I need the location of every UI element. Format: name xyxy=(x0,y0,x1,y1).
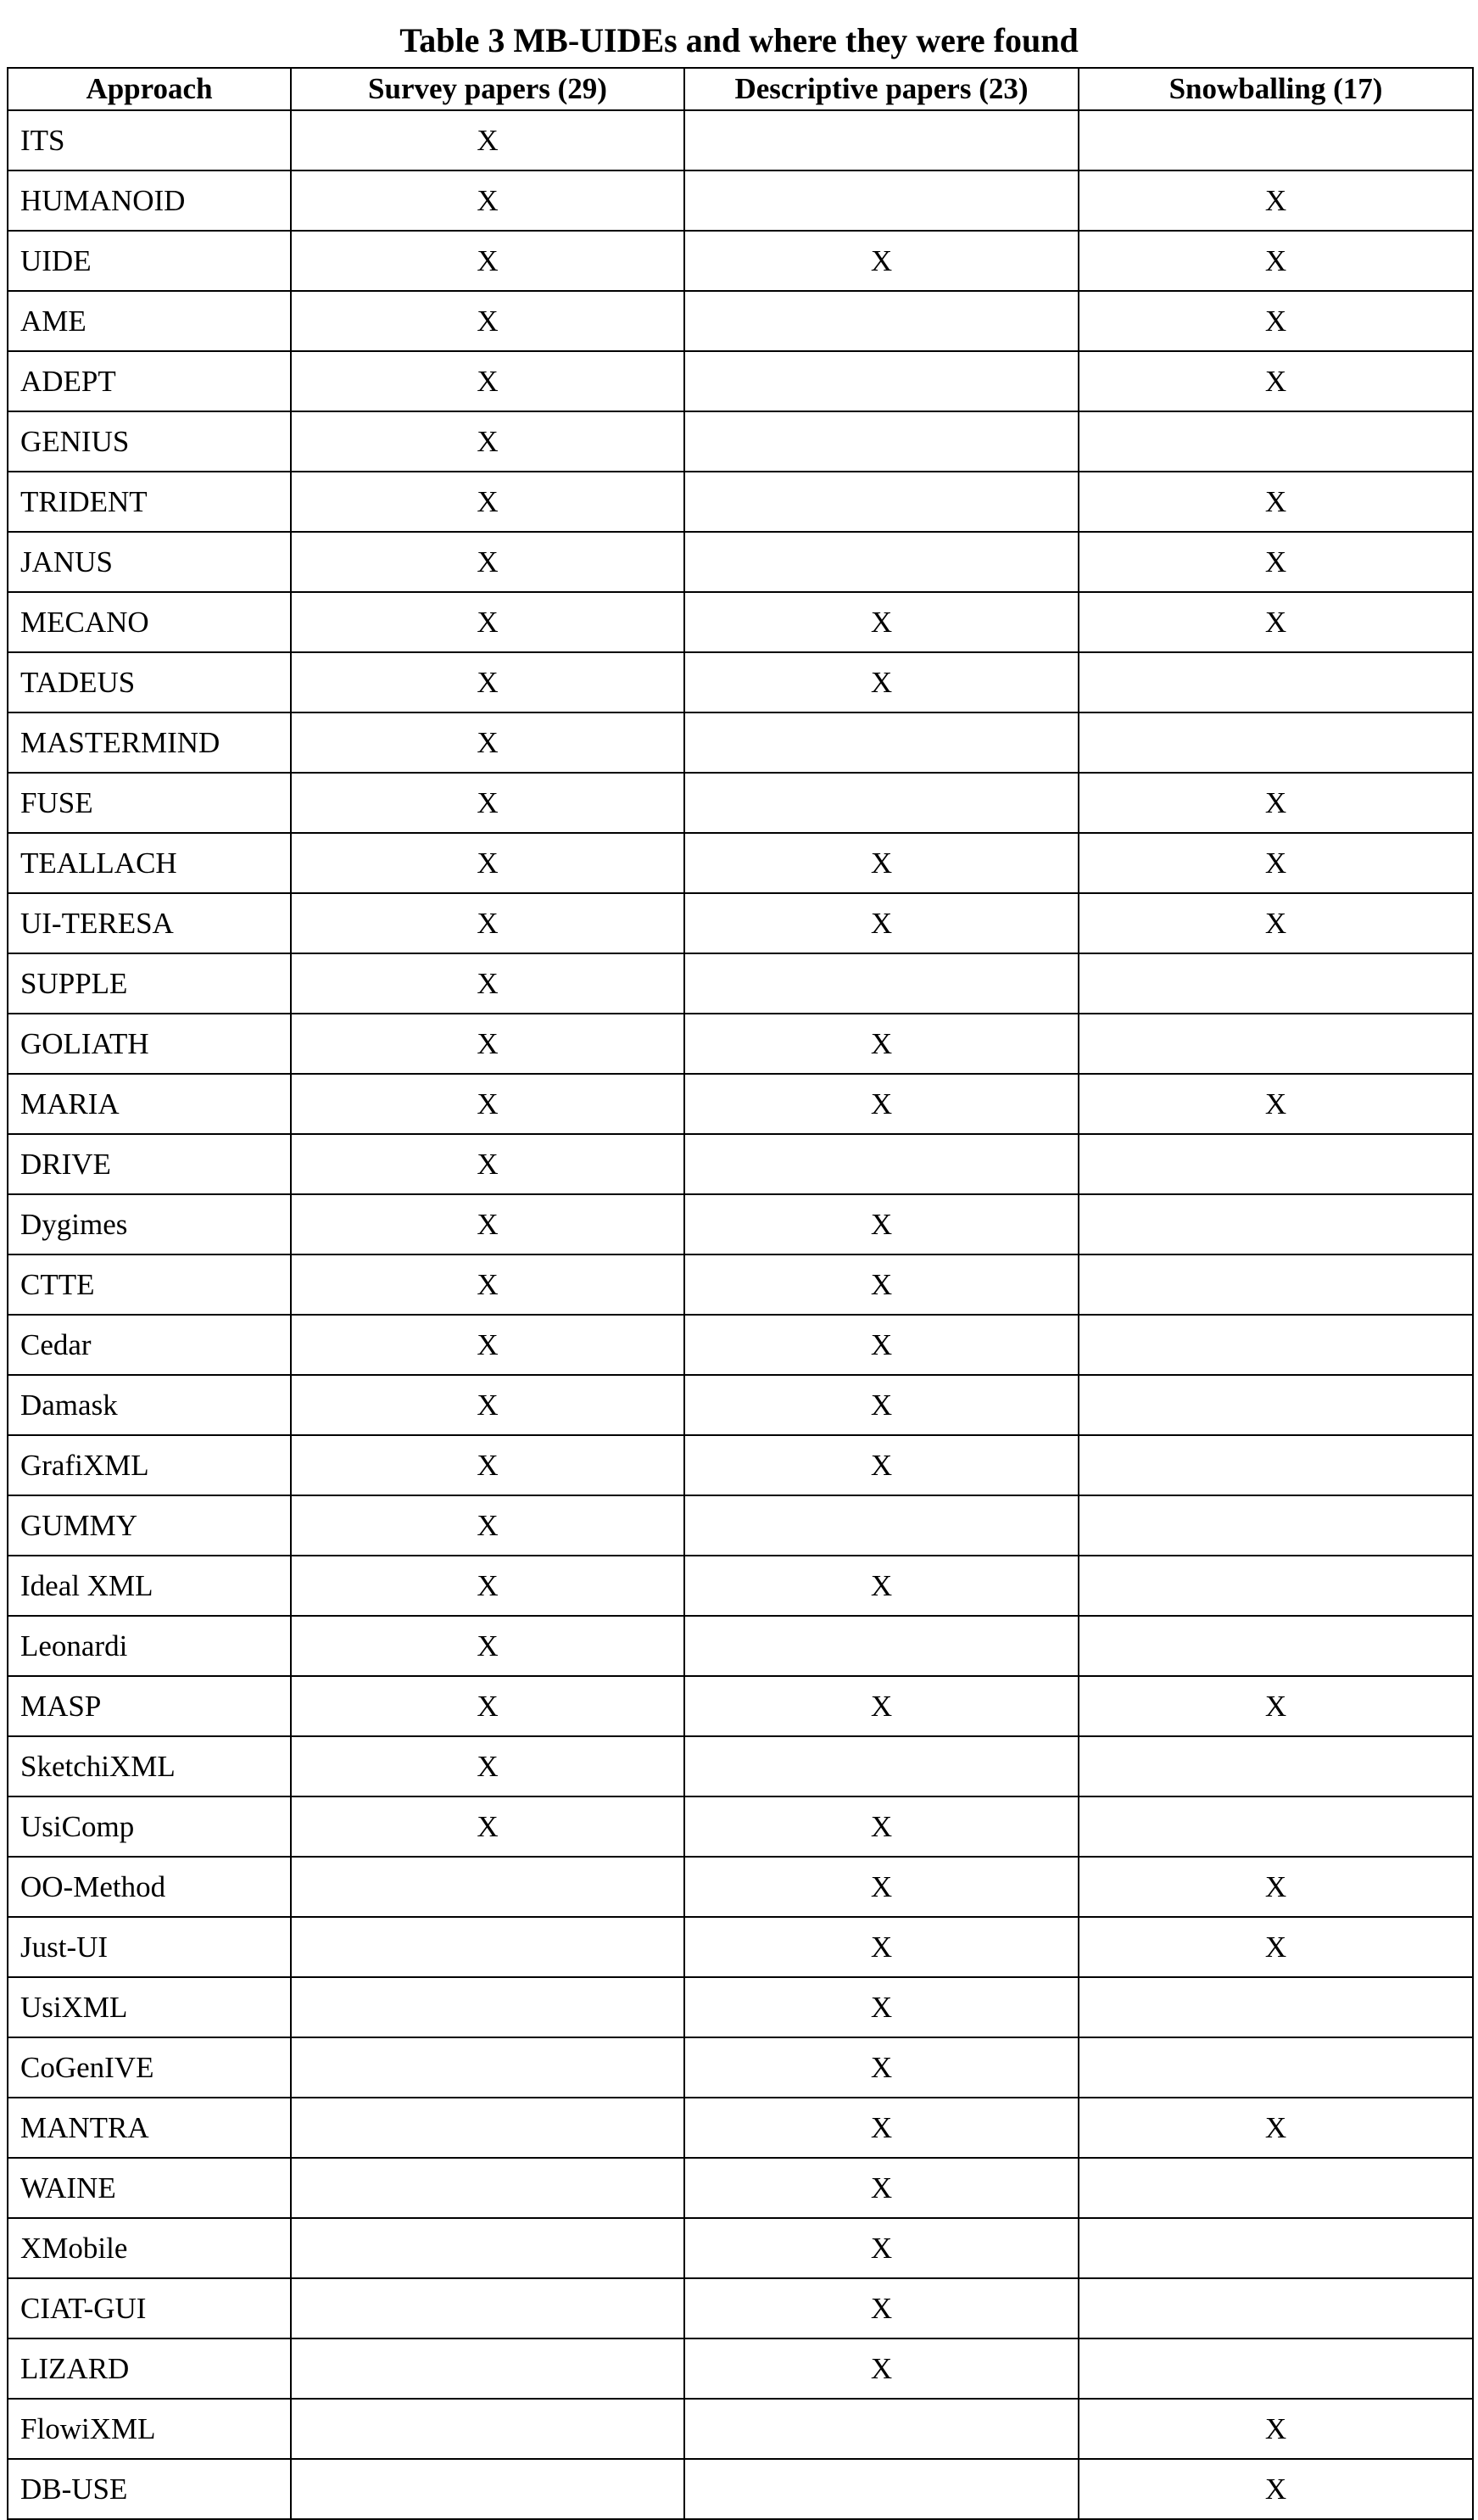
table-row xyxy=(8,2037,1473,2098)
survey-papers-cell: X xyxy=(291,712,684,773)
table-row xyxy=(8,1315,1473,1375)
approach-cell: CTTE xyxy=(8,1254,291,1315)
descriptive-papers-cell: X xyxy=(684,1917,1079,1977)
snowballing-cell xyxy=(1079,1375,1473,1435)
descriptive-papers-cell xyxy=(684,532,1079,592)
snowballing-cell: X xyxy=(1079,773,1473,833)
table-row xyxy=(8,712,1473,773)
table-row xyxy=(8,1616,1473,1676)
snowballing-cell xyxy=(1079,2218,1473,2278)
table-row xyxy=(8,2218,1473,2278)
snowballing-cell: X xyxy=(1079,1074,1473,1134)
table-row xyxy=(8,1676,1473,1736)
descriptive-papers-cell: X xyxy=(684,1435,1079,1495)
survey-papers-cell: X xyxy=(291,472,684,532)
snowballing-cell: X xyxy=(1079,1857,1473,1917)
survey-papers-cell xyxy=(291,2399,684,2459)
survey-papers-cell: X xyxy=(291,1194,684,1254)
table-row xyxy=(8,1556,1473,1616)
approach-cell: GrafiXML xyxy=(8,1435,291,1495)
approach-cell: SketchiXML xyxy=(8,1736,291,1796)
survey-papers-cell: X xyxy=(291,1796,684,1857)
descriptive-papers-cell: X xyxy=(684,592,1079,652)
survey-papers-cell: X xyxy=(291,532,684,592)
snowballing-cell xyxy=(1079,1796,1473,1857)
table-row xyxy=(8,1736,1473,1796)
descriptive-papers-cell: X xyxy=(684,2338,1079,2399)
survey-papers-cell: X xyxy=(291,953,684,1014)
snowballing-cell xyxy=(1079,110,1473,170)
snowballing-cell xyxy=(1079,1495,1473,1556)
survey-papers-cell xyxy=(291,2098,684,2158)
survey-papers-cell: X xyxy=(291,893,684,953)
table-row xyxy=(8,1375,1473,1435)
snowballing-cell: X xyxy=(1079,1676,1473,1736)
descriptive-papers-cell: X xyxy=(684,1254,1079,1315)
approach-cell: UIDE xyxy=(8,231,291,291)
descriptive-papers-cell: X xyxy=(684,2037,1079,2098)
table-row xyxy=(8,2459,1473,2519)
table-body xyxy=(8,110,1473,2519)
approach-cell: CoGenIVE xyxy=(8,2037,291,2098)
approach-cell: ITS xyxy=(8,110,291,170)
survey-papers-cell: X xyxy=(291,1254,684,1315)
survey-papers-cell: X xyxy=(291,351,684,411)
descriptive-papers-cell: X xyxy=(684,1375,1079,1435)
survey-papers-cell xyxy=(291,2459,684,2519)
descriptive-papers-cell xyxy=(684,291,1079,351)
survey-papers-cell: X xyxy=(291,1616,684,1676)
descriptive-papers-cell xyxy=(684,1134,1079,1194)
table-row xyxy=(8,1977,1473,2037)
snowballing-cell xyxy=(1079,2338,1473,2399)
snowballing-cell: X xyxy=(1079,1917,1473,1977)
snowballing-cell: X xyxy=(1079,2098,1473,2158)
snowballing-cell xyxy=(1079,1014,1473,1074)
table-row xyxy=(8,1194,1473,1254)
approach-cell: TEALLACH xyxy=(8,833,291,893)
survey-papers-cell: X xyxy=(291,1736,684,1796)
snowballing-cell: X xyxy=(1079,592,1473,652)
descriptive-papers-cell xyxy=(684,472,1079,532)
snowballing-cell xyxy=(1079,1977,1473,2037)
snowballing-cell: X xyxy=(1079,2399,1473,2459)
approach-cell: HUMANOID xyxy=(8,170,291,231)
snowballing-cell xyxy=(1079,2278,1473,2338)
descriptive-papers-cell: X xyxy=(684,2218,1079,2278)
descriptive-papers-cell: X xyxy=(684,652,1079,712)
approach-cell: UsiXML xyxy=(8,1977,291,2037)
descriptive-papers-cell xyxy=(684,2399,1079,2459)
snowballing-cell xyxy=(1079,411,1473,472)
table-row xyxy=(8,2338,1473,2399)
column-header-survey-papers: Survey papers (29) xyxy=(291,68,684,110)
survey-papers-cell xyxy=(291,2338,684,2399)
snowballing-cell xyxy=(1079,712,1473,773)
table-row xyxy=(8,532,1473,592)
table-row xyxy=(8,1796,1473,1857)
descriptive-papers-cell: X xyxy=(684,1676,1079,1736)
table-caption: Table 3 MB-UIDEs and where they were found xyxy=(399,21,1079,59)
descriptive-papers-cell: X xyxy=(684,2278,1079,2338)
snowballing-cell xyxy=(1079,1194,1473,1254)
table-row xyxy=(8,2278,1473,2338)
snowballing-cell xyxy=(1079,652,1473,712)
snowballing-cell xyxy=(1079,1315,1473,1375)
descriptive-papers-cell xyxy=(684,411,1079,472)
descriptive-papers-cell: X xyxy=(684,1556,1079,1616)
survey-papers-cell xyxy=(291,2218,684,2278)
approach-cell: ADEPT xyxy=(8,351,291,411)
descriptive-papers-cell xyxy=(684,110,1079,170)
approach-cell: UI-TERESA xyxy=(8,893,291,953)
approach-cell: FUSE xyxy=(8,773,291,833)
survey-papers-cell: X xyxy=(291,1375,684,1435)
snowballing-cell xyxy=(1079,953,1473,1014)
table-row xyxy=(8,1134,1473,1194)
descriptive-papers-cell: X xyxy=(684,833,1079,893)
table-row xyxy=(8,231,1473,291)
approach-cell: MARIA xyxy=(8,1074,291,1134)
snowballing-cell: X xyxy=(1079,170,1473,231)
descriptive-papers-cell: X xyxy=(684,2098,1079,2158)
approach-cell: DB-USE xyxy=(8,2459,291,2519)
approach-cell: Leonardi xyxy=(8,1616,291,1676)
approach-cell: Damask xyxy=(8,1375,291,1435)
approach-cell: MECANO xyxy=(8,592,291,652)
survey-papers-cell xyxy=(291,2158,684,2218)
snowballing-cell: X xyxy=(1079,833,1473,893)
table-row xyxy=(8,652,1473,712)
table-row xyxy=(8,2158,1473,2218)
approach-cell: TADEUS xyxy=(8,652,291,712)
descriptive-papers-cell: X xyxy=(684,1796,1079,1857)
descriptive-papers-cell: X xyxy=(684,1194,1079,1254)
column-header-descriptive-papers: Descriptive papers (23) xyxy=(684,68,1079,110)
column-header-approach: Approach xyxy=(8,68,291,110)
snowballing-cell: X xyxy=(1079,893,1473,953)
approach-cell: GENIUS xyxy=(8,411,291,472)
survey-papers-cell xyxy=(291,1857,684,1917)
table-row xyxy=(8,110,1473,170)
approach-cell: CIAT-GUI xyxy=(8,2278,291,2338)
approach-cell: Cedar xyxy=(8,1315,291,1375)
survey-papers-cell: X xyxy=(291,110,684,170)
snowballing-cell: X xyxy=(1079,532,1473,592)
table-row xyxy=(8,472,1473,532)
descriptive-papers-cell: X xyxy=(684,1977,1079,2037)
approach-cell: MASP xyxy=(8,1676,291,1736)
approach-cell: WAINE xyxy=(8,2158,291,2218)
survey-papers-cell: X xyxy=(291,1315,684,1375)
table-row xyxy=(8,833,1473,893)
approach-cell: DRIVE xyxy=(8,1134,291,1194)
table-header-row xyxy=(8,68,1473,110)
approach-cell: SUPPLE xyxy=(8,953,291,1014)
snowballing-cell xyxy=(1079,1616,1473,1676)
descriptive-papers-cell xyxy=(684,2459,1079,2519)
snowballing-cell xyxy=(1079,1556,1473,1616)
snowballing-cell: X xyxy=(1079,472,1473,532)
snowballing-cell xyxy=(1079,2037,1473,2098)
descriptive-papers-cell xyxy=(684,1736,1079,1796)
approach-cell: FlowiXML xyxy=(8,2399,291,2459)
survey-papers-cell xyxy=(291,1917,684,1977)
column-header-snowballing: Snowballing (17) xyxy=(1079,68,1473,110)
snowballing-cell: X xyxy=(1079,291,1473,351)
table-row xyxy=(8,291,1473,351)
approach-cell: TRIDENT xyxy=(8,472,291,532)
table-row xyxy=(8,1014,1473,1074)
survey-papers-cell: X xyxy=(291,1556,684,1616)
descriptive-papers-cell xyxy=(684,953,1079,1014)
table-row xyxy=(8,1435,1473,1495)
table-row xyxy=(8,953,1473,1014)
descriptive-papers-cell: X xyxy=(684,1074,1079,1134)
snowballing-cell: X xyxy=(1079,2459,1473,2519)
survey-papers-cell xyxy=(291,2037,684,2098)
snowballing-cell xyxy=(1079,1736,1473,1796)
descriptive-papers-cell: X xyxy=(684,231,1079,291)
snowballing-cell xyxy=(1079,1134,1473,1194)
survey-papers-cell xyxy=(291,2278,684,2338)
survey-papers-cell: X xyxy=(291,773,684,833)
approach-cell: GOLIATH xyxy=(8,1014,291,1074)
snowballing-cell xyxy=(1079,2158,1473,2218)
descriptive-papers-cell: X xyxy=(684,1315,1079,1375)
approach-cell: XMobile xyxy=(8,2218,291,2278)
table-row xyxy=(8,893,1473,953)
approach-cell: GUMMY xyxy=(8,1495,291,1556)
descriptive-papers-cell xyxy=(684,773,1079,833)
approach-cell: MANTRA xyxy=(8,2098,291,2158)
snowballing-cell xyxy=(1079,1435,1473,1495)
descriptive-papers-cell xyxy=(684,1616,1079,1676)
table-row xyxy=(8,1074,1473,1134)
table-row xyxy=(8,1917,1473,1977)
table-row xyxy=(8,411,1473,472)
descriptive-papers-cell xyxy=(684,351,1079,411)
survey-papers-cell: X xyxy=(291,411,684,472)
approach-cell: JANUS xyxy=(8,532,291,592)
survey-papers-cell: X xyxy=(291,1014,684,1074)
survey-papers-cell: X xyxy=(291,1074,684,1134)
snowballing-cell xyxy=(1079,1254,1473,1315)
approach-cell: AME xyxy=(8,291,291,351)
table-row xyxy=(8,1495,1473,1556)
table-row xyxy=(8,773,1473,833)
snowballing-cell: X xyxy=(1079,351,1473,411)
table-row xyxy=(8,2399,1473,2459)
table-row xyxy=(8,1254,1473,1315)
descriptive-papers-cell xyxy=(684,1495,1079,1556)
survey-papers-cell: X xyxy=(291,291,684,351)
survey-papers-cell: X xyxy=(291,652,684,712)
descriptive-papers-cell: X xyxy=(684,2158,1079,2218)
survey-papers-cell: X xyxy=(291,170,684,231)
survey-papers-cell xyxy=(291,1977,684,2037)
approach-cell: Ideal XML xyxy=(8,1556,291,1616)
descriptive-papers-cell xyxy=(684,170,1079,231)
survey-papers-cell: X xyxy=(291,833,684,893)
approach-cell: UsiComp xyxy=(8,1796,291,1857)
survey-papers-cell: X xyxy=(291,1435,684,1495)
table-row xyxy=(8,351,1473,411)
approach-cell: LIZARD xyxy=(8,2338,291,2399)
approach-cell: Dygimes xyxy=(8,1194,291,1254)
survey-papers-cell: X xyxy=(291,1495,684,1556)
survey-papers-cell: X xyxy=(291,1134,684,1194)
descriptive-papers-cell: X xyxy=(684,1857,1079,1917)
survey-papers-cell: X xyxy=(291,1676,684,1736)
survey-papers-cell: X xyxy=(291,592,684,652)
descriptive-papers-cell: X xyxy=(684,893,1079,953)
snowballing-cell: X xyxy=(1079,231,1473,291)
table-row xyxy=(8,592,1473,652)
approach-cell: Just-UI xyxy=(8,1917,291,1977)
survey-papers-cell: X xyxy=(291,231,684,291)
approach-cell: MASTERMIND xyxy=(8,712,291,773)
table-row xyxy=(8,1857,1473,1917)
table-row xyxy=(8,170,1473,231)
descriptive-papers-cell xyxy=(684,712,1079,773)
table-row xyxy=(8,2098,1473,2158)
mb-uide-table xyxy=(7,67,1474,2520)
approach-cell: OO-Method xyxy=(8,1857,291,1917)
descriptive-papers-cell: X xyxy=(684,1014,1079,1074)
